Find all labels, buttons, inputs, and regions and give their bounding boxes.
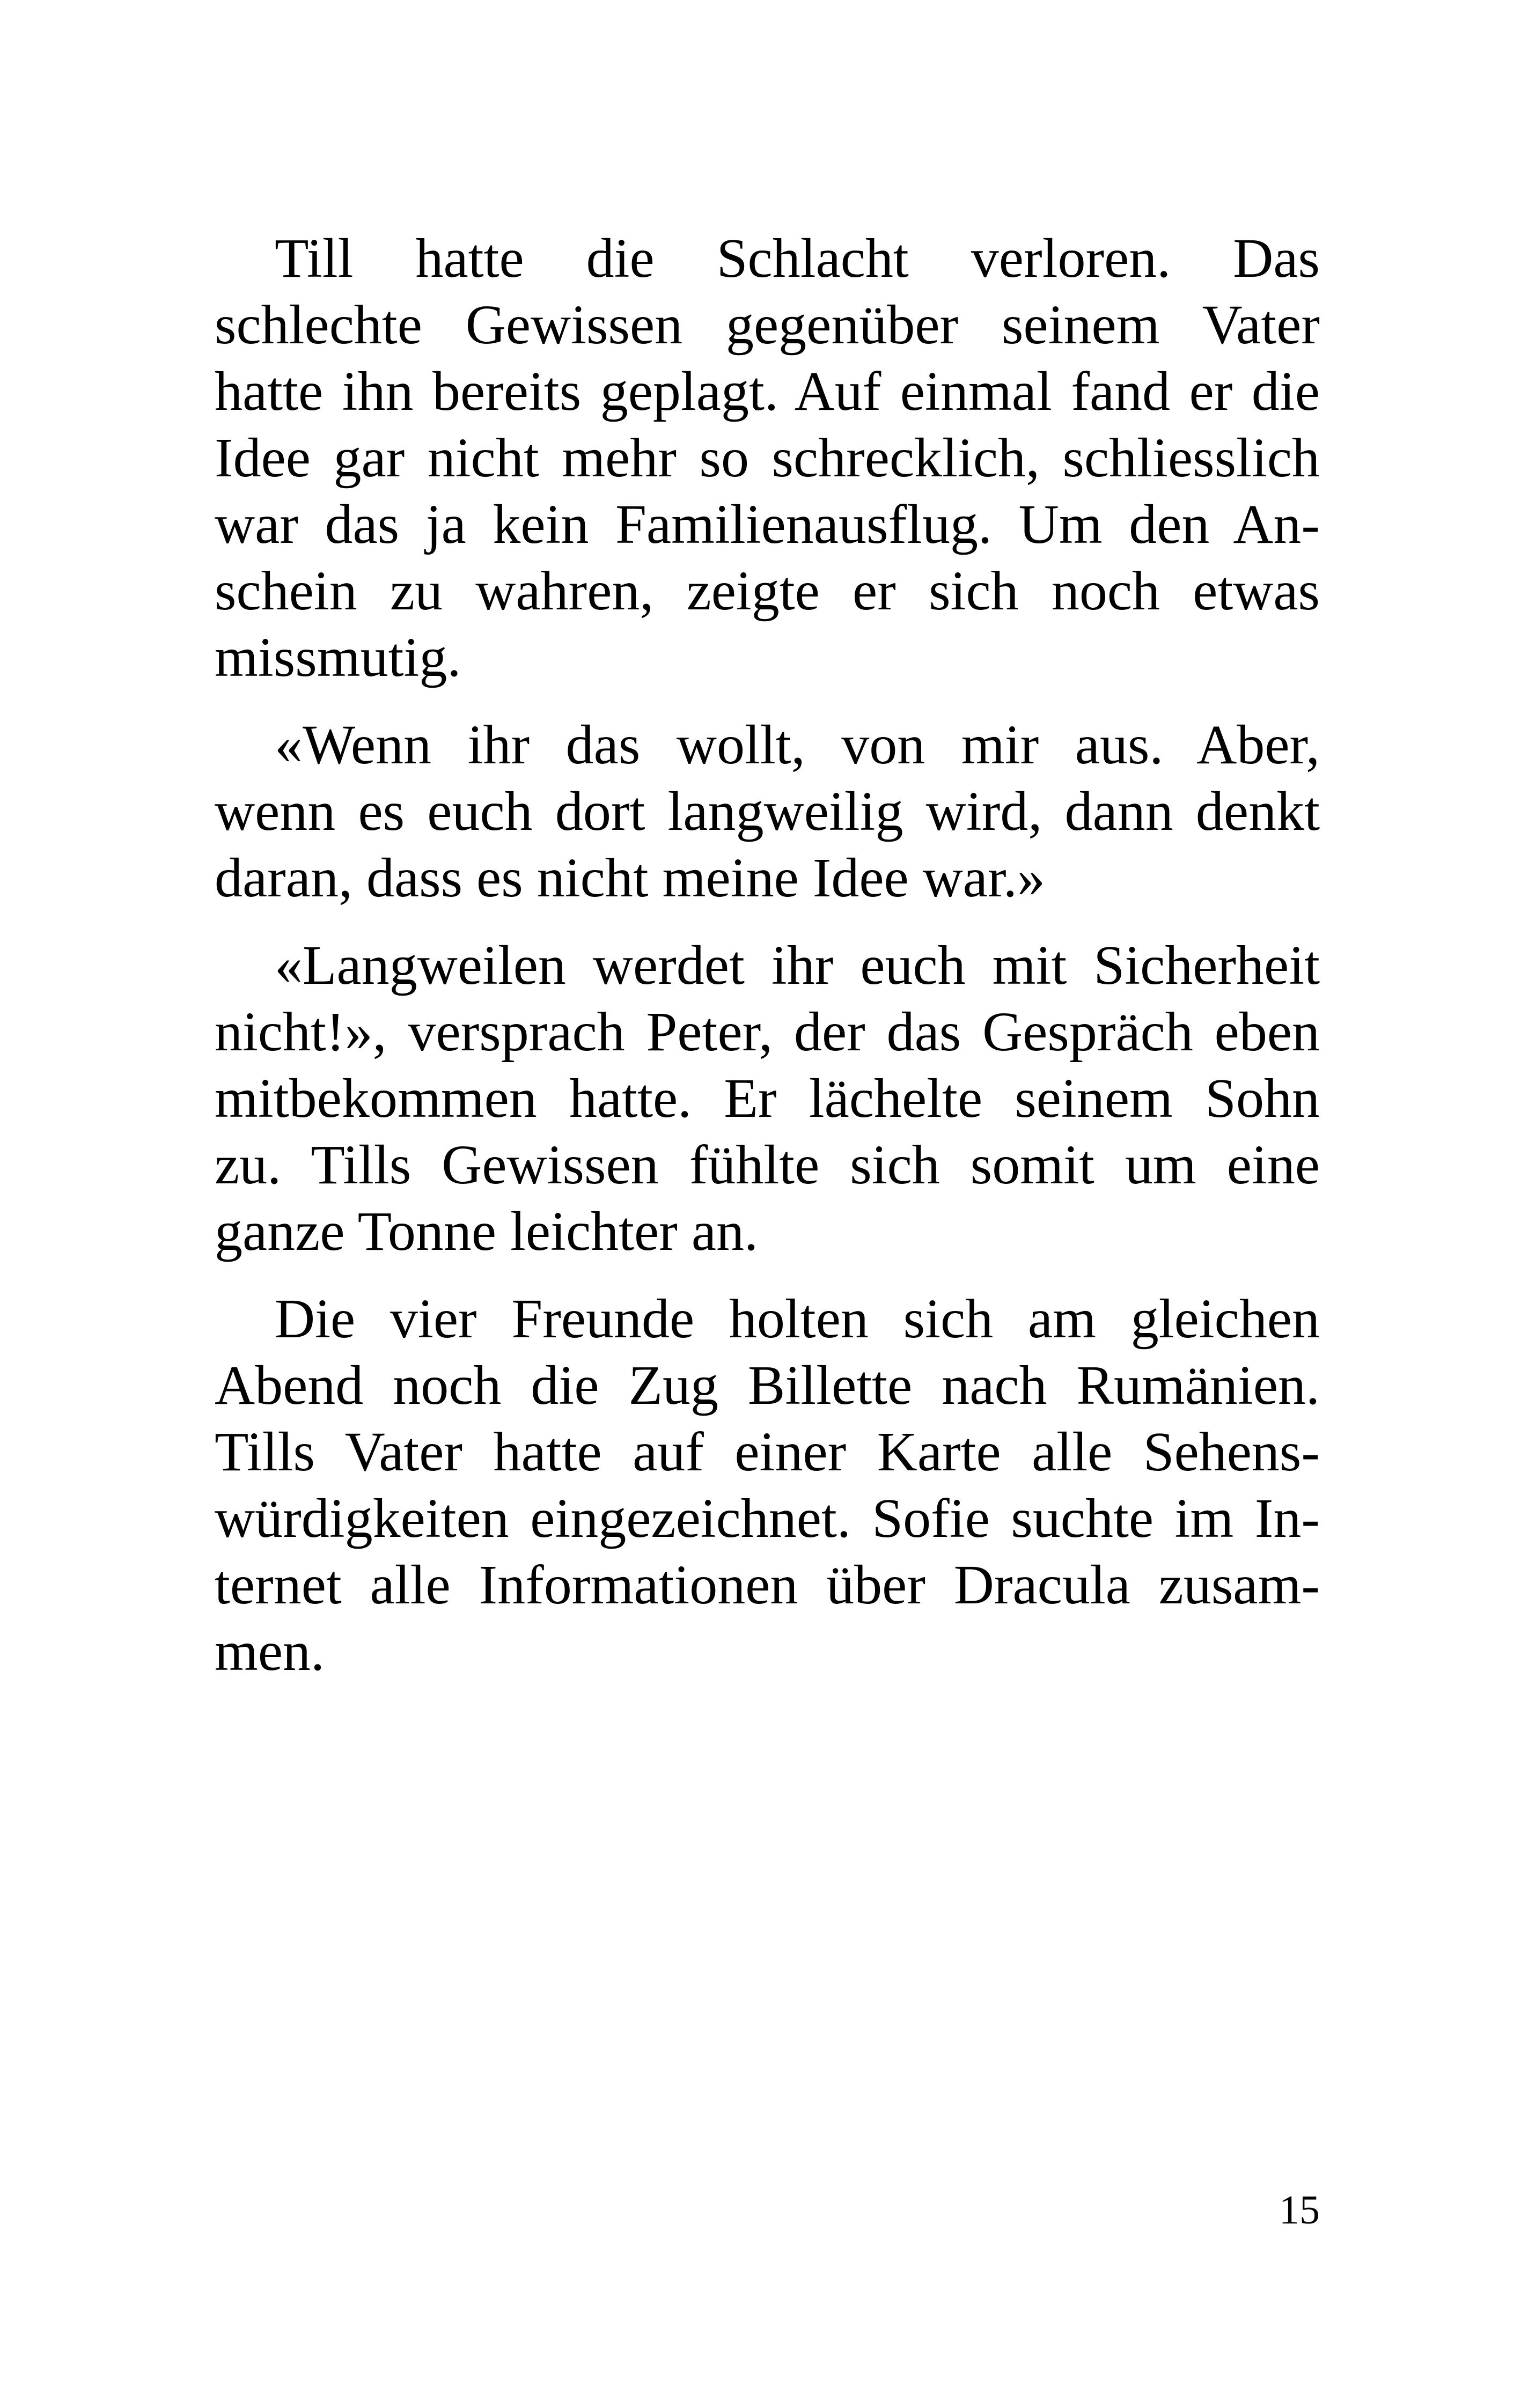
paragraph-2: [215, 712, 1320, 911]
text-line: wenn es euch dort langweilig wird, dann denkt: [215, 780, 1320, 842]
text-line: Tills Vater hatte auf einer Karte alle Sehens-: [215, 1421, 1320, 1483]
text-line: ternet alle Informationen über Dracula zusam-: [215, 1554, 1320, 1616]
paragraph-3: [215, 932, 1320, 1265]
text-line: ganze Tonne leichter an.: [215, 1201, 758, 1262]
text-line: missmutig.: [215, 627, 461, 688]
text-line: war das ja kein Familienausflug. Um den An-: [215, 494, 1320, 555]
paragraph-4: [215, 1286, 1320, 1685]
text-line: «Langweilen werdet ihr euch mit Sicherheit: [275, 934, 1320, 996]
text-line: zu. Tills Gewissen fühlte sich somit um eine: [215, 1134, 1320, 1196]
text-line: Till hatte die Schlacht verloren. Das: [275, 227, 1320, 289]
paragraph-1: [215, 225, 1320, 691]
text-line: schlechte Gewissen gegenüber seinem Vater: [215, 294, 1320, 356]
text-line: nicht!», versprach Peter, der das Gespräch eben: [215, 1001, 1320, 1063]
text-line: Idee gar nicht mehr so schrecklich, schliesslich: [215, 427, 1320, 489]
text-line: «Wenn ihr das wollt, von mir aus. Aber,: [275, 714, 1320, 776]
text-line: Abend noch die Zug Billette nach Rumänien.: [215, 1354, 1320, 1416]
page-text: [215, 225, 1320, 1706]
text-line: Die vier Freunde holten sich am gleichen: [275, 1288, 1320, 1350]
page-number: 15: [1279, 2188, 1320, 2233]
text-line: daran, dass es nicht meine Idee war.»: [215, 847, 1045, 909]
text-line: schein zu wahren, zeigte er sich noch etwas: [215, 560, 1320, 622]
text-line: hatte ihn bereits geplagt. Auf einmal fand er die: [215, 360, 1320, 422]
text-line: men.: [215, 1621, 325, 1682]
text-line: würdigkeiten eingezeichnet. Sofie suchte im In-: [215, 1487, 1320, 1549]
text-line: mitbekommen hatte. Er lächelte seinem Sohn: [215, 1067, 1320, 1129]
